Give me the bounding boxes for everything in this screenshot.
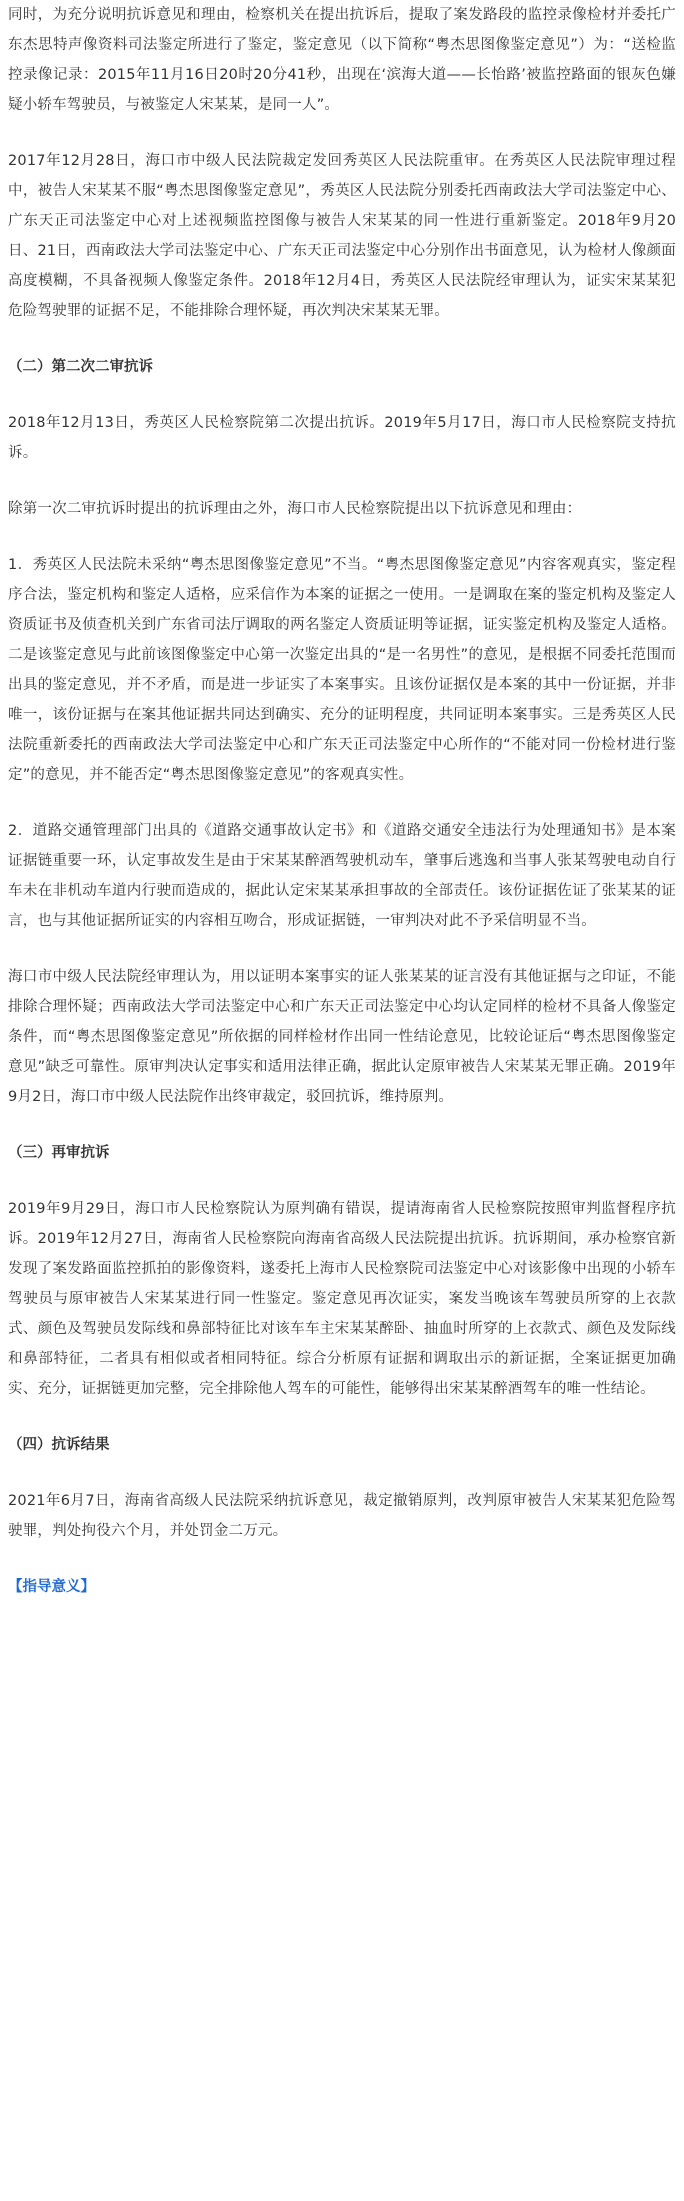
paragraph-retrial-2017: 2017年12月28日，海口市中级人民法院裁定发回秀英区人民法院重审。在秀英区人民法院审理过程中，被告人宋某某不服“粤杰思图像鉴定意见”，秀英区人民法院分别委托西南政法大学司法鉴定中心、广东天正司法鉴定中心对上述视频监控图像与被告人宋某某的同一性进行重新鉴定。2018年9月20日、21日，西南政法大学司法鉴定中心、广东天正司法鉴定中心分别作出书面意见，认为检材人像颜面高度模糊，不具备视频人像鉴定条件。2018年12月4日，秀英区人民法院经审理认为，证实宋某某犯危险驾驶罪的证据不足，不能排除合理怀疑，再次判决宋某某无罪。 [8, 153, 676, 319]
paragraph-second-protest: 2018年12月13日，秀英区人民检察院第二次提出抗诉。2019年5月17日，海口市人民检察院支持抗诉。 [8, 415, 676, 461]
paragraph-protest-reasons-intro: 除第一次二审抗诉时提出的抗诉理由之外，海口市人民检察院提出以下抗诉意见和理由： [8, 501, 582, 517]
paragraph-protest-result: 2021年6月7日，海南省高级人民法院采纳抗诉意见，裁定撤销原判，改判原审被告人宋某某犯危险驾驶罪，判处拘役六个月，并处罚金二万元。 [8, 1493, 676, 1539]
paragraph-retrial-protest: 2019年9月29日，海口市人民检察院认为原判确有错误，提请海南省人民检察院按照审判监督程序抗诉。2019年12月27日，海南省人民检察院向海南省高级人民法院提出抗诉。抗诉期间，承办检察官新发现了案发路面监控抓拍的影像资料，遂委托上海市人民检察院司法鉴定中心对该影像中出现的小轿车驾驶员与原审被告人宋某某进行同一性鉴定。鉴定意见再次证实，案发当晚该车驾驶员所穿的上衣款式、颜色及驾驶员发际线和鼻部特征比对该车车主宋某某醉卧、抽血时所穿的上衣款式、颜色及发际线和鼻部特征，二者具有相似或者相同特征。综合分析原有证据和调取出示的新证据，全案证据更加确实、充分，证据链更加完整，完全排除他人驾车的可能性，能够得出宋某某醉酒驾车的唯一性结论。 [8, 1201, 676, 1397]
section-heading-second-appeal: （二）第二次二审抗诉 [8, 359, 153, 375]
paragraph-intermediate-court-ruling: 海口市中级人民法院经审理认为，用以证明本案事实的证人张某某的证言没有其他证据与之印证，不能排除合理怀疑；西南政法大学司法鉴定中心和广东天正司法鉴定中心均认定同样的检材不具备人像鉴定条件，而“粤杰思图像鉴定意见”所依据的同样检材作出同一性结论意见，比较论证后“粤杰思图像鉴定意见”缺乏可靠性。原审判决认定事实和适用法律正确，据此认定原审被告人宋某某无罪正确。2019年9月2日，海口市中级人民法院作出终审裁定，驳回抗诉，维持原判。 [8, 969, 676, 1105]
paragraph-evidence-appraisal: 同时，为充分说明抗诉意见和理由，检察机关在提出抗诉后，提取了案发路段的监控录像检材并委托广东杰思特声像资料司法鉴定所进行了鉴定，鉴定意见（以下简称“粤杰思图像鉴定意见”）为：“送检监控录像记录：2015年11月16日20时20分41秒，出现在‘滨海大道——长怡路’被监控路面的银灰色嫌疑小轿车驾驶员，与被鉴定人宋某某，是同一人”。 [8, 7, 676, 113]
section-heading-retrial-protest: （三）再审抗诉 [8, 1145, 110, 1161]
paragraph-reason-1: 1．秀英区人民法院未采纳“粤杰思图像鉴定意见”不当。“粤杰思图像鉴定意见”内容客观真实，鉴定程序合法，鉴定机构和鉴定人适格，应采信作为本案的证据之一使用。一是调取在案的鉴定机构及鉴定人资质证书及侦查机关到广东省司法厅调取的两名鉴定人资质证明等证据，证实鉴定机构及鉴定人适格。二是该鉴定意见与此前该图像鉴定中心第一次鉴定出具的“是一名男性”的意见，是根据不同委托范围而出具的鉴定意见，并不矛盾，而是进一步证实了本案事实。且该份证据仅是本案的其中一份证据，并非唯一，该份证据与在案其他证据共同达到确实、充分的证明程度，共同证明本案事实。三是秀英区人民法院重新委托的西南政法大学司法鉴定中心和广东天正司法鉴定中心所作的“不能对同一份检材进行鉴定”的意见，并不能否定“粤杰思图像鉴定意见”的客观真实性。 [8, 557, 676, 783]
paragraph-reason-2: 2．道路交通管理部门出具的《道路交通事故认定书》和《道路交通安全违法行为处理通知书》是本案证据链重要一环，认定事故发生是由于宋某某醉酒驾驶机动车，肇事后逃逸和当事人张某驾驶电动自行车未在非机动车道内行驶而造成的，据此认定宋某某承担事故的全部责任。该份证据佐证了张某某的证言，也与其他证据所证实的内容相互吻合，形成证据链，一审判决对此不予采信明显不当。 [8, 823, 676, 929]
section-heading-guiding-significance: 【指导意义】 [8, 1579, 95, 1595]
section-heading-protest-result: （四）抗诉结果 [8, 1437, 110, 1453]
